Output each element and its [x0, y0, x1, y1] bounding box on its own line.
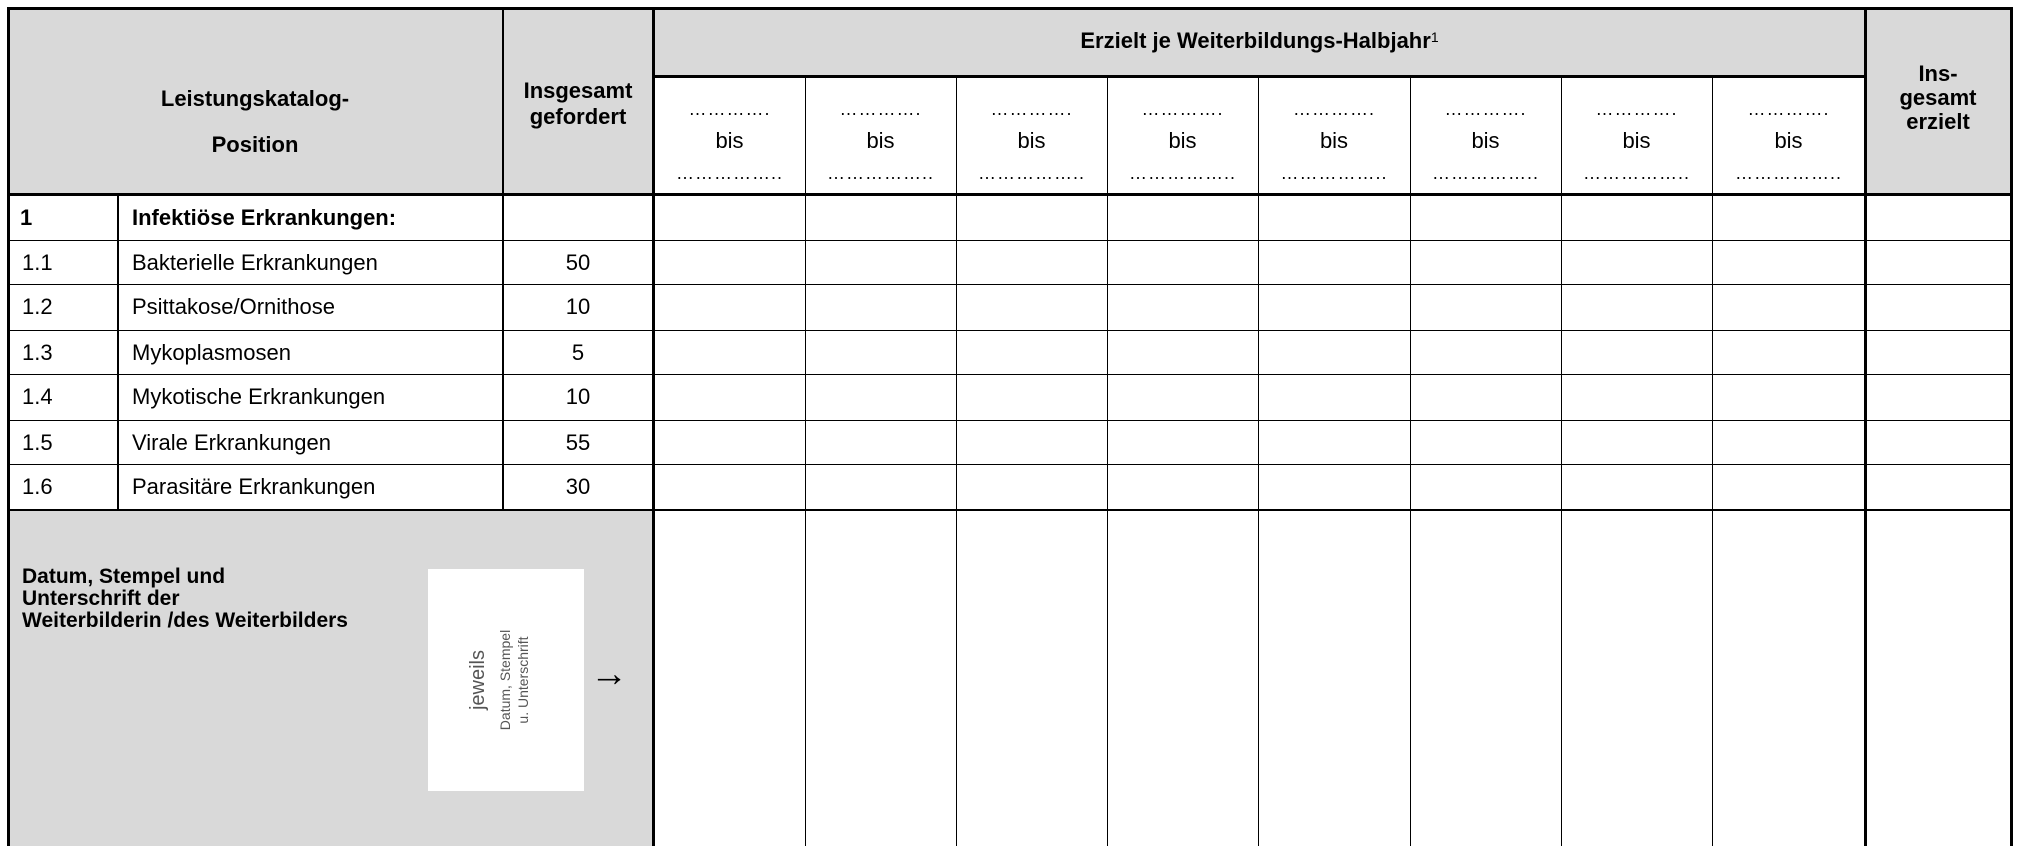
half-year-end-dots: …………….. — [675, 163, 783, 183]
half-year-header-5 — [1258, 76, 1410, 192]
half-year-header-1 — [654, 76, 805, 192]
required-header: Insgesamt gefordert — [523, 78, 633, 129]
row-label: Mykoplasmosen — [132, 340, 291, 365]
row-number: 1.3 — [22, 340, 53, 365]
half-year-start-dots: …………. — [1141, 99, 1224, 119]
half-year-bis: bis — [1017, 128, 1046, 153]
stamp-text — [466, 580, 546, 780]
row-required: 55 — [565, 430, 591, 455]
row-label: Bakterielle Erkrankungen — [132, 250, 378, 275]
half-year-start-dots: …………. — [1747, 99, 1830, 119]
half-year-start-dots: …………. — [839, 99, 922, 119]
border-right — [2010, 7, 2013, 846]
row-line — [8, 420, 2012, 421]
row-required: 5 — [571, 340, 585, 365]
half-year-bis: bis — [1774, 128, 1803, 153]
half-year-bis: bis — [1471, 128, 1500, 153]
half-year-header-8 — [1712, 76, 1865, 192]
row-number: 1.6 — [22, 474, 53, 499]
signature-label: Datum, Stempel und Unterschrift der Weiterbilderin /des Weiterbilders — [22, 565, 348, 632]
half-year-bis: bis — [866, 128, 895, 153]
divider-total — [1864, 8, 1867, 846]
row-label: Virale Erkrankungen — [132, 430, 331, 455]
semester-col-line — [1410, 76, 1411, 846]
half-year-header-3 — [956, 76, 1107, 192]
half-year-bis: bis — [715, 128, 744, 153]
half-year-end-dots: …………….. — [977, 163, 1085, 183]
row-number: 1.4 — [22, 384, 53, 409]
semester-col-line — [1258, 76, 1259, 846]
half-year-start-dots: …………. — [1595, 99, 1678, 119]
half-year-bis: bis — [1622, 128, 1651, 153]
half-year-start-dots: …………. — [1292, 99, 1375, 119]
half-year-end-dots: …………….. — [1734, 163, 1842, 183]
row-required: 10 — [565, 294, 591, 319]
half-year-end-dots: …………….. — [826, 163, 934, 183]
stamp-placeholder — [428, 569, 584, 791]
row-number: 1.1 — [22, 250, 53, 275]
row-line — [8, 464, 2012, 465]
half-year-start-dots: …………. — [688, 99, 771, 119]
row-required: 50 — [565, 250, 591, 275]
half-year-bis: bis — [1168, 128, 1197, 153]
position-header: Leistungskatalog- Position — [160, 86, 350, 157]
arrow-right-icon: → — [590, 653, 628, 695]
semester-col-line — [805, 76, 806, 846]
semesters-header — [654, 28, 1865, 54]
half-year-header-7 — [1561, 76, 1712, 192]
row-line — [8, 284, 2012, 285]
semesters-header-label: Erzielt je Weiterbildungs-Halbjahr — [1080, 28, 1431, 53]
divider-number — [117, 194, 119, 509]
half-year-end-dots: …………….. — [1582, 163, 1690, 183]
row-number: 1.2 — [22, 294, 53, 319]
semester-col-line — [1561, 76, 1562, 846]
signature-top-rule — [8, 509, 2012, 511]
row-label: Mykotische Erkrankungen — [132, 384, 386, 409]
divider-required — [502, 8, 504, 509]
section-title: Infektiöse Erkrankungen: — [132, 205, 397, 230]
border-top — [7, 7, 2013, 10]
row-line — [8, 240, 2012, 241]
footnote-marker: 1 — [1430, 29, 1439, 45]
half-year-header-4 — [1107, 76, 1258, 192]
half-year-start-dots: …………. — [990, 99, 1073, 119]
stamp-line-2: Datum, Stempel — [497, 629, 513, 731]
half-year-bis: bis — [1319, 128, 1349, 153]
row-line — [8, 330, 2012, 331]
half-year-end-dots: …………….. — [1280, 163, 1388, 183]
row-required: 30 — [565, 474, 591, 499]
stamp-line-3: u. Unterschrift — [515, 636, 531, 724]
semester-col-line — [1107, 76, 1108, 846]
row-label: Psittakose/Ornithose — [132, 294, 335, 319]
semester-col-line — [1712, 76, 1713, 846]
half-year-end-dots: …………….. — [1128, 163, 1236, 183]
header-bottom-rule — [8, 193, 2012, 196]
half-year-header-2 — [805, 76, 956, 192]
section-number: 1 — [20, 205, 33, 230]
total-header: Ins- gesamt erzielt — [1899, 61, 1977, 134]
stamp-line-1: jeweils — [467, 649, 489, 711]
row-line — [8, 374, 2012, 375]
half-year-end-dots: …………….. — [1431, 163, 1539, 183]
divider-semesters — [652, 8, 655, 846]
border-left — [7, 7, 10, 846]
row-required: 10 — [565, 384, 591, 409]
half-year-header-6 — [1410, 76, 1561, 192]
half-year-start-dots: …………. — [1444, 99, 1527, 119]
row-number: 1.5 — [22, 430, 53, 455]
semester-header-rule — [654, 75, 1865, 78]
row-label: Parasitäre Erkrankungen — [132, 474, 376, 499]
semester-col-line — [956, 76, 957, 846]
